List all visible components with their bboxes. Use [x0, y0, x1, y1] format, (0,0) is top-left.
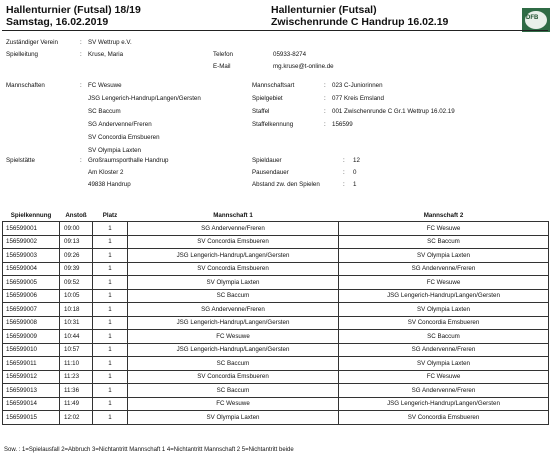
team1-cell: JSG Lengerich-Handrup/Langen/Gersten [128, 249, 339, 263]
spieldauer-value: 12 [353, 157, 360, 164]
team2-cell: JSG Lengerich-Handrup/Langen/Gersten [339, 289, 549, 303]
mannschaftsart-value: 023 C-Juniorinnen [332, 82, 383, 89]
field-cell: 1 [93, 384, 128, 398]
team2-cell: SV Concordia Emsbueren [339, 411, 549, 425]
kickoff-cell: 09:39 [60, 262, 93, 276]
kickoff-cell: 09:13 [60, 235, 93, 249]
header-divider [2, 30, 548, 31]
team-item: SG Andervenne/Freren [88, 121, 152, 128]
team2-cell: SC Baccum [339, 235, 549, 249]
match-id-cell: 156599012 [3, 370, 60, 384]
spielgebiet-value: 077 Kreis Emsland [332, 95, 384, 102]
table-row [3, 330, 549, 344]
table-row [3, 397, 549, 411]
team2-cell: SG Andervenne/Freren [339, 384, 549, 398]
staffel-label: Staffel [252, 108, 270, 115]
field-cell: 1 [93, 249, 128, 263]
match-id-cell: 156599011 [3, 357, 60, 371]
team-item: FC Wesuwe [88, 82, 122, 89]
venue-line: Großraumsporthalle Handrup [88, 157, 169, 164]
field-cell: 1 [93, 289, 128, 303]
schedule-body [3, 222, 549, 425]
header-mannschaft-2: Mannschaft 2 [423, 212, 464, 219]
field-cell: 1 [93, 303, 128, 317]
mannschaftsart-label: Mannschaftsart [252, 82, 295, 89]
email-value: mg.kruse@t-online.de [273, 63, 334, 70]
team2-cell: SC Baccum [339, 330, 549, 344]
header-anstoss: Anstoß [65, 212, 87, 219]
team1-cell: SG Andervenne/Freren [128, 222, 339, 236]
table-row [3, 222, 549, 236]
table-row [3, 303, 549, 317]
team2-cell: SV Concordia Emsbueren [339, 316, 549, 330]
team1-cell: SV Olympia Laxten [128, 411, 339, 425]
email-label: E-Mail [213, 63, 231, 70]
match-id-cell: 156599009 [3, 330, 60, 344]
telefon-value: 05933-8274 [273, 51, 307, 58]
kickoff-cell: 09:00 [60, 222, 93, 236]
leitung-value: Kruse, Maria [88, 51, 124, 58]
match-id-cell: 156599010 [3, 343, 60, 357]
pausendauer-value: 0 [353, 169, 357, 176]
schedule-table [2, 210, 549, 425]
team2-cell: JSG Lengerich-Handrup/Langen/Gersten [339, 397, 549, 411]
pausendauer-label: Pausendauer [252, 169, 289, 176]
verein-label: Zuständiger Verein [6, 39, 58, 46]
staffelkennung-value: 156599 [332, 121, 353, 128]
team2-cell: SV Olympia Laxten [339, 303, 549, 317]
team2-cell: FC Wesuwe [339, 370, 549, 384]
team1-cell: SC Baccum [128, 384, 339, 398]
staffelkennung-label: Staffelkennung [252, 121, 294, 128]
kickoff-cell: 10:57 [60, 343, 93, 357]
kickoff-cell: 11:36 [60, 384, 93, 398]
field-cell: 1 [93, 262, 128, 276]
kickoff-cell: 11:10 [60, 357, 93, 371]
kickoff-cell: 11:23 [60, 370, 93, 384]
leitung-label: Spielleitung [6, 51, 38, 58]
table-row [3, 316, 549, 330]
field-cell: 1 [93, 343, 128, 357]
table-row [3, 370, 549, 384]
match-id-cell: 156599007 [3, 303, 60, 317]
team2-cell: SG Andervenne/Freren [339, 262, 549, 276]
match-id-cell: 156599002 [3, 235, 60, 249]
kickoff-cell: 10:44 [60, 330, 93, 344]
team2-cell: FC Wesuwe [339, 222, 549, 236]
team1-cell: FC Wesuwe [128, 330, 339, 344]
kickoff-cell: 10:18 [60, 303, 93, 317]
team1-cell: FC Wesuwe [128, 397, 339, 411]
staffel-value: 001 Zwischenrunde C Gr.1 Wettrup 16.02.19 [332, 108, 455, 115]
header-platz: Platz [102, 212, 118, 219]
telefon-label: Telefon [213, 51, 233, 58]
table-header-row [3, 210, 549, 222]
match-id-cell: 156599001 [3, 222, 60, 236]
kickoff-cell: 09:26 [60, 249, 93, 263]
field-cell: 1 [93, 411, 128, 425]
field-cell: 1 [93, 222, 128, 236]
header-mannschaft-1: Mannschaft 1 [213, 212, 253, 219]
verein-value: SV Wettrup e.V. [88, 39, 132, 46]
team1-cell: SC Baccum [128, 289, 339, 303]
team2-cell: SV Olympia Laxten [339, 249, 549, 263]
header-spielkennung: Spielkennung [10, 212, 52, 219]
round-subtitle: Zwischenrunde C Handrup 16.02.19 [271, 16, 449, 28]
legend-footnote: Sow. : 1=Spielausfall 2=Abbruch 3=Nichtantritt Mannschaft 1 4=Nichtantritt Mannschaft 2 5=Nichtantritt beide [4, 447, 294, 453]
field-cell: 1 [93, 276, 128, 290]
team1-cell: SG Andervenne/Freren [128, 303, 339, 317]
match-id-cell: 156599003 [3, 249, 60, 263]
table-row [3, 276, 549, 290]
team1-cell: JSG Lengerich-Handrup/Langen/Gersten [128, 343, 339, 357]
tournament-date: Samstag, 16.02.2019 [6, 16, 109, 28]
table-row [3, 384, 549, 398]
match-id-cell: 156599014 [3, 397, 60, 411]
round-title: Hallenturnier (Futsal) [271, 4, 377, 16]
match-id-cell: 156599015 [3, 411, 60, 425]
table-row [3, 343, 549, 357]
table-row [3, 357, 549, 371]
spielgebiet-label: Spielgebiet [252, 95, 283, 102]
table-row [3, 235, 549, 249]
match-id-cell: 156599013 [3, 384, 60, 398]
team1-cell: SV Olympia Laxten [128, 276, 339, 290]
team-item: JSG Lengerich-Handrup/Langen/Gersten [88, 95, 201, 102]
venue-line: 49838 Handrup [88, 181, 131, 188]
spielstaette-label: Spielstätte [6, 157, 35, 164]
kickoff-cell: 10:05 [60, 289, 93, 303]
field-cell: 1 [93, 357, 128, 371]
table-row [3, 262, 549, 276]
team1-cell: SV Concordia Emsbueren [128, 370, 339, 384]
team1-cell: SV Concordia Emsbueren [128, 235, 339, 249]
team2-cell: SG Andervenne/Freren [339, 343, 549, 357]
field-cell: 1 [93, 235, 128, 249]
kickoff-cell: 09:52 [60, 276, 93, 290]
abstand-label: Abstand zw. den Spielen [252, 181, 320, 188]
table-row [3, 289, 549, 303]
field-cell: 1 [93, 370, 128, 384]
team1-cell: JSG Lengerich-Handrup/Langen/Gersten [128, 316, 339, 330]
field-cell: 1 [93, 397, 128, 411]
venue-line: Am Kloster 2 [88, 169, 124, 176]
mannschaften-label: Mannschaften [6, 82, 45, 89]
table-row [3, 411, 549, 425]
field-cell: 1 [93, 316, 128, 330]
match-id-cell: 156599005 [3, 276, 60, 290]
tournament-title: Hallenturnier (Futsal) 18/19 [6, 4, 141, 16]
team2-cell: SV Olympia Laxten [339, 357, 549, 371]
kickoff-cell: 12:02 [60, 411, 93, 425]
team1-cell: SV Concordia Emsbueren [128, 262, 339, 276]
dfb-logo: DFB [522, 8, 550, 32]
field-cell: 1 [93, 330, 128, 344]
abstand-value: 1 [353, 181, 357, 188]
team2-cell: FC Wesuwe [339, 276, 549, 290]
kickoff-cell: 10:31 [60, 316, 93, 330]
spieldauer-label: Spieldauer [252, 157, 282, 164]
match-id-cell: 156599006 [3, 289, 60, 303]
team-item: SV Concordia Emsbueren [88, 134, 160, 141]
team-item: SC Baccum [88, 108, 121, 115]
kickoff-cell: 11:49 [60, 397, 93, 411]
team1-cell: SC Baccum [128, 357, 339, 371]
team-item: SV Olympia Laxten [88, 147, 141, 154]
match-id-cell: 156599008 [3, 316, 60, 330]
table-row [3, 249, 549, 263]
match-id-cell: 156599004 [3, 262, 60, 276]
